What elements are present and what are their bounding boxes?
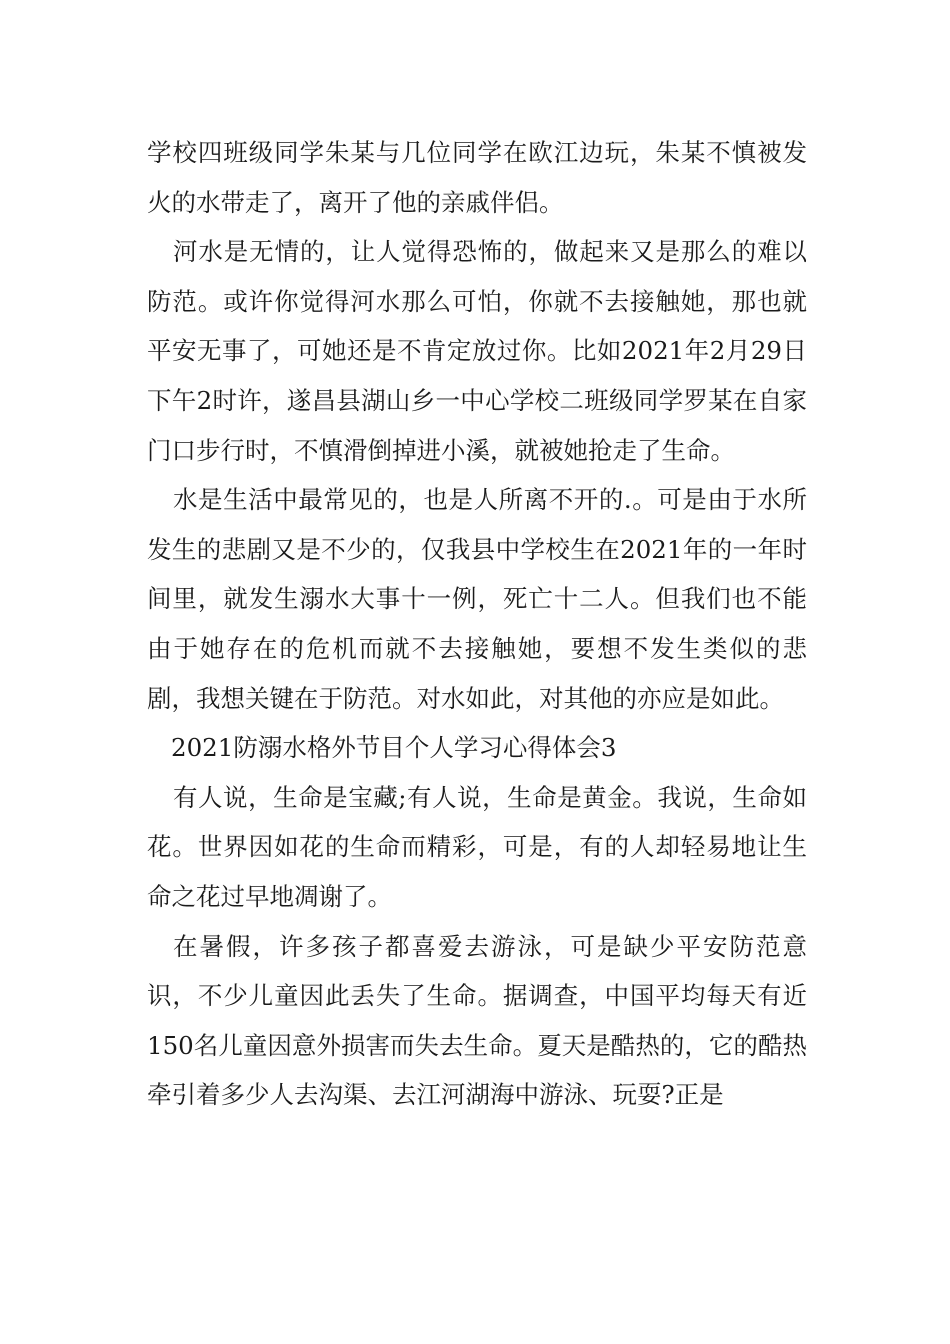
document-body: [147, 128, 807, 1120]
paragraph-life-flower: 有人说，生命是宝藏;有人说，生命是黄金。我说，生命如花。世界因如花的生命而精彩，可是，有的人却轻易地让生命之花过早地凋谢了。: [147, 782, 807, 911]
paragraph-summer-swimming: 在暑假，许多孩子都喜爱去游泳，可是缺少平安防范意识，不少儿童因此丢失了生命。据调查，中国平均每天有近150名儿童因意外损害而失去生命。夏天是酷热的，它的酷热牵引着多少人去沟渠、去江河湖海中游泳、玩耍?正是: [147, 931, 807, 1110]
paragraph-continuation: 学校四班级同学朱某与几位同学在欧江边玩，朱某不慎被发火的水带走了，离开了他的亲戚伴侣。: [147, 138, 807, 217]
paragraph-water-tragedy: 水是生活中最常见的，也是人所离不开的.。可是由于水所发生的悲剧又是不少的，仅我县中学校生在2021年的一年时间里，就发生溺水大事十一例，死亡十二人。但我们也不能由于她存在的危机而就不去接触她，要想不发生类似的悲剧，我想关键在于防范。对水如此，对其他的亦应是如此。: [147, 485, 807, 713]
section-heading: 2021防溺水格外节目个人学习心得体会3: [171, 733, 617, 763]
paragraph-river-danger: 河水是无情的，让人觉得恐怖的，做起来又是那么的难以防范。或许你觉得河水那么可怕，你就不去接触她，那也就平安无事了，可她还是不肯定放过你。比如2021年2月29日下午2时许，遂昌县湖山乡一中心学校二班级同学罗某在自家门口步行时，不慎滑倒掉进小溪，就被她抢走了生命。: [147, 237, 807, 465]
